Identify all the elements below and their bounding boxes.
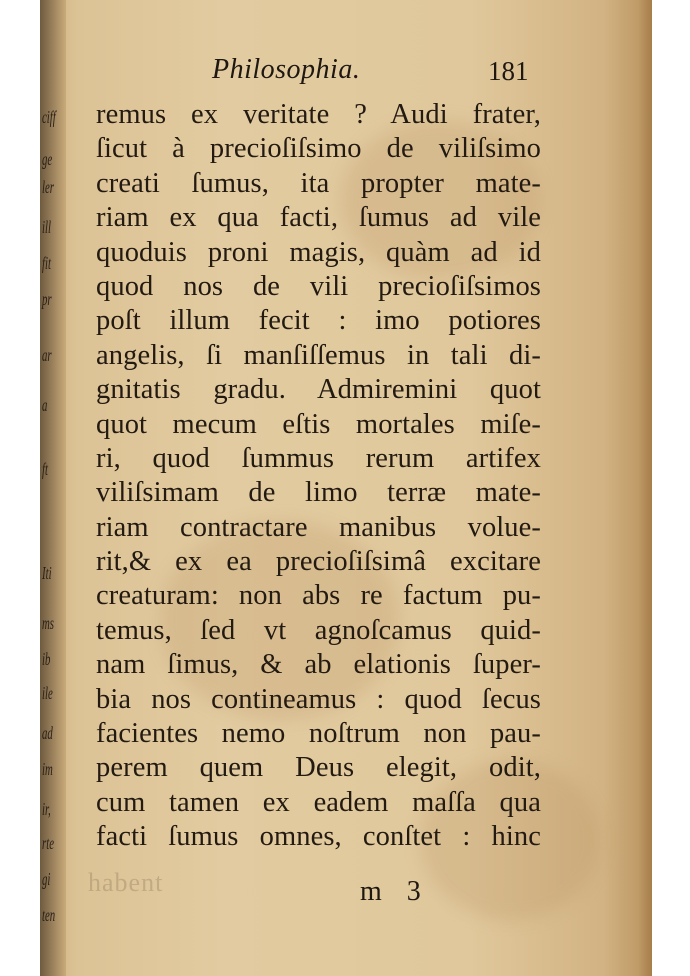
text-line: facti ſumus omnes, conſtet : hinc xyxy=(96,821,541,853)
page-edge-shadow xyxy=(638,0,652,976)
margin-fragment: Iti xyxy=(42,563,52,583)
margin-fragment: pr xyxy=(42,289,52,309)
margin-fragment: ir, xyxy=(42,799,51,819)
text-line: temus, ſed vt agnoſcamus quid- xyxy=(96,614,541,646)
text-line: gnitatis gradu. Admiremini quot xyxy=(96,374,541,406)
margin-fragment: ft xyxy=(42,459,49,479)
signature-mark: m 3 xyxy=(360,876,421,907)
margin-fragment: a xyxy=(42,395,48,415)
text-line: facientes nemo noſtrum non pau- xyxy=(96,718,541,750)
text-line: poſt illum fecit : imo potiores xyxy=(96,305,541,337)
text-line: riam ex qua facti, ſumus ad vile xyxy=(96,202,541,234)
text-line: creaturam: non abs re factum pu- xyxy=(96,580,541,612)
margin-fragment: ge xyxy=(42,149,53,169)
body-text xyxy=(96,98,541,855)
margin-fragment: fit xyxy=(42,253,52,273)
text-line: viliſsimam de limo terræ mate- xyxy=(96,477,541,509)
running-head: Philosophia. xyxy=(212,54,361,85)
margin-fragment: ill xyxy=(42,217,52,237)
margin-fragment: rte xyxy=(42,833,54,853)
text-line: angelis, ſi manſiſſemus in tali di- xyxy=(96,339,541,371)
text-line: ri, quod ſummus rerum artifex xyxy=(96,442,541,474)
margin-fragment: gi xyxy=(42,869,51,889)
text-line: quod nos de vili precioſiſsimos xyxy=(96,270,541,302)
text-line: rit,& ex ea precioſiſsimâ excitare xyxy=(96,546,541,578)
margin-fragment: ad xyxy=(42,723,53,743)
text-line: remus ex veritate ? Audi frater, xyxy=(96,99,541,130)
text-line: perem quem Deus elegit, odit, xyxy=(96,752,541,784)
margin-fragment: ib xyxy=(42,649,51,669)
facing-page-edge xyxy=(40,0,66,976)
margin-fragment: im xyxy=(42,759,53,779)
margin-fragment: ar xyxy=(42,345,52,365)
margin-fragment: ms xyxy=(42,613,55,633)
margin-fragment: ler xyxy=(42,177,54,197)
text-line: nam ſimus, & ab elationis ſuper- xyxy=(96,649,541,681)
page-number: 181 xyxy=(488,56,529,86)
margin-fragment: ten xyxy=(42,905,56,925)
margin-fragment: ile xyxy=(42,683,53,703)
text-line: creati ſumus, ita propter mate- xyxy=(96,167,541,199)
text-line: ſicut à precioſiſsimo de viliſsimo xyxy=(96,133,541,165)
text-line: cum tamen ex eadem maſſa qua xyxy=(96,786,541,818)
bleed-through-text: habent xyxy=(88,868,164,897)
text-line: quot mecum eſtis mortales miſe- xyxy=(96,408,541,440)
margin-fragment: ciff xyxy=(42,107,56,127)
text-line: quoduis proni magis, quàm ad id xyxy=(96,236,541,268)
text-line: bia nos contineamus : quod ſecus xyxy=(96,683,541,715)
text-line: riam contractare manibus volue- xyxy=(96,511,541,543)
